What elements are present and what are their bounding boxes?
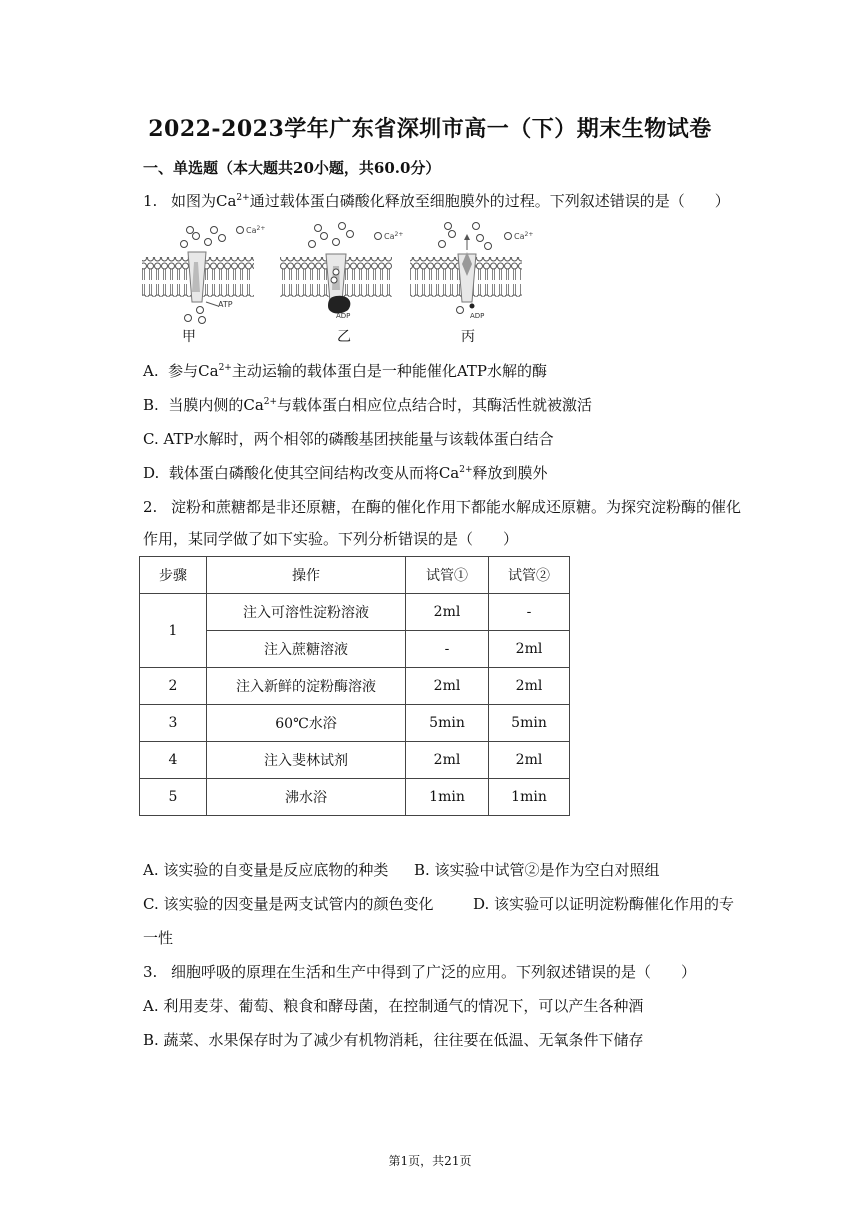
panel-label-jia: 甲 xyxy=(182,329,196,345)
table-header-cell: 操作 xyxy=(207,557,406,594)
table-row xyxy=(140,779,570,816)
table-header-cell: 试管① xyxy=(406,557,489,594)
calcium-legend xyxy=(237,225,534,241)
page-title: 2022-2023学年广东省深圳市高一（下）期末生物试卷 xyxy=(148,116,712,142)
svg-text:ATP: ATP xyxy=(218,300,233,309)
table-header-row xyxy=(140,557,570,594)
q2-option-d-continued: 一性 xyxy=(143,929,174,947)
question-2-stem-line2: 作用，某同学做了如下实验。下列分析错误的是（ ） xyxy=(143,530,519,548)
table-row xyxy=(140,742,570,779)
question-number: 2. xyxy=(143,498,158,516)
svg-text:ADP: ADP xyxy=(470,312,485,320)
table-cell-op: 60℃水浴 xyxy=(207,705,406,742)
table-cell-tube1: - xyxy=(406,631,489,668)
panel-label-yi: 乙 xyxy=(337,329,351,345)
svg-text:Ca2+: $Ca^{2+}$ xyxy=(514,231,534,241)
q3-option-b: B. 蔬菜、水果保存时为了减少有机物消耗，往往要在低温、无氧条件下储存 xyxy=(143,1031,644,1049)
table-cell-tube1: 5min xyxy=(406,705,489,742)
table-cell-op: 注入新鲜的淀粉酶溶液 xyxy=(207,668,406,705)
panel-label-bing: 丙 xyxy=(461,329,475,345)
question-3-stem: 3. 细胞呼吸的原理在生活和生产中得到了广泛的应用。下列叙述错误的是（ ） xyxy=(143,963,697,981)
table-cell-step: 2 xyxy=(140,668,207,705)
question-2-stem-line1: 2. 淀粉和蔗糖都是非还原糖，在酶的催化作用下都能水解成还原糖。为探究淀粉酶的催化 xyxy=(143,498,742,516)
q1-option-a: A. 参与$Ca^{2+}$主动运输的载体蛋白是一种能催化ATP水解的酶 xyxy=(143,362,547,380)
table-cell-step: 5 xyxy=(140,779,207,816)
table-cell-tube1: 1min xyxy=(406,779,489,816)
q1-option-d: D. 载体蛋白磷酸化使其空间结构改变从而将$Ca^{2+}$释放到膜外 xyxy=(143,464,548,482)
table-cell-tube2: 5min xyxy=(489,705,570,742)
table-cell-tube1: 2ml xyxy=(406,668,489,705)
table-cell-tube2: 2ml xyxy=(489,742,570,779)
q2-option-b: B. 该实验中试管②是作为空白对照组 xyxy=(414,861,660,879)
q2-option-c: C. 该实验的因变量是两支试管内的颜色变化 xyxy=(143,895,434,913)
membrane-transport-figure xyxy=(140,222,560,348)
table-row xyxy=(140,705,570,742)
table-cell-tube2: - xyxy=(489,594,570,631)
question-1-stem: 1. 如图为$Ca^{2+}$通过载体蛋白磷酸化释放至细胞膜外的过程。下列叙述错误的是（ ） xyxy=(143,192,730,210)
table-cell-tube1: 2ml xyxy=(406,742,489,779)
table-header-cell: 试管② xyxy=(489,557,570,594)
table-header-cell: 步骤 xyxy=(140,557,207,594)
q3-option-a: A. 利用麦芽、葡萄、粮食和酵母菌，在控制通气的情况下，可以产生各种酒 xyxy=(143,997,644,1015)
svg-text:ADP: ADP xyxy=(336,312,351,320)
panel-jia xyxy=(142,227,254,324)
question-number: 3. xyxy=(143,963,158,981)
svg-text:Ca2+: $Ca^{2+}$ xyxy=(246,225,266,235)
table-cell-op: 注入可溶性淀粉溶液 xyxy=(207,594,406,631)
table-cell-tube1: 2ml xyxy=(406,594,489,631)
table-cell-op: 沸水浴 xyxy=(207,779,406,816)
question-number: 1. xyxy=(143,192,158,210)
table-row xyxy=(140,668,570,705)
table-cell-tube2: 2ml xyxy=(489,668,570,705)
q1-option-c: C. ATP水解时，两个相邻的磷酸基团挟能量与该载体蛋白结合 xyxy=(143,430,554,448)
experiment-table xyxy=(139,556,570,816)
table-row xyxy=(140,594,570,631)
section-heading: 一、单选题（本大题共20小题，共60.0分） xyxy=(143,159,441,177)
svg-text:Ca2+: $Ca^{2+}$ xyxy=(384,231,404,241)
table-cell-tube2: 2ml xyxy=(489,631,570,668)
q2-option-a: A. 该实验的自变量是反应底物的种类 xyxy=(143,861,389,879)
table-cell-step: 4 xyxy=(140,742,207,779)
q2-option-d: D. 该实验可以证明淀粉酶催化作用的专 xyxy=(473,895,735,913)
table-cell-step: 3 xyxy=(140,705,207,742)
table-cell-op: 注入蔗糖溶液 xyxy=(207,631,406,668)
q1-option-b: B. 当膜内侧的$Ca^{2+}$与载体蛋白相应位点结合时，其酶活性就被激活 xyxy=(143,396,593,414)
table-cell-step: 1 xyxy=(140,594,207,668)
page-footer: 第1页，共21页 xyxy=(388,1154,472,1168)
table-cell-op: 注入斐林试剂 xyxy=(207,742,406,779)
table-cell-tube2: 1min xyxy=(489,779,570,816)
